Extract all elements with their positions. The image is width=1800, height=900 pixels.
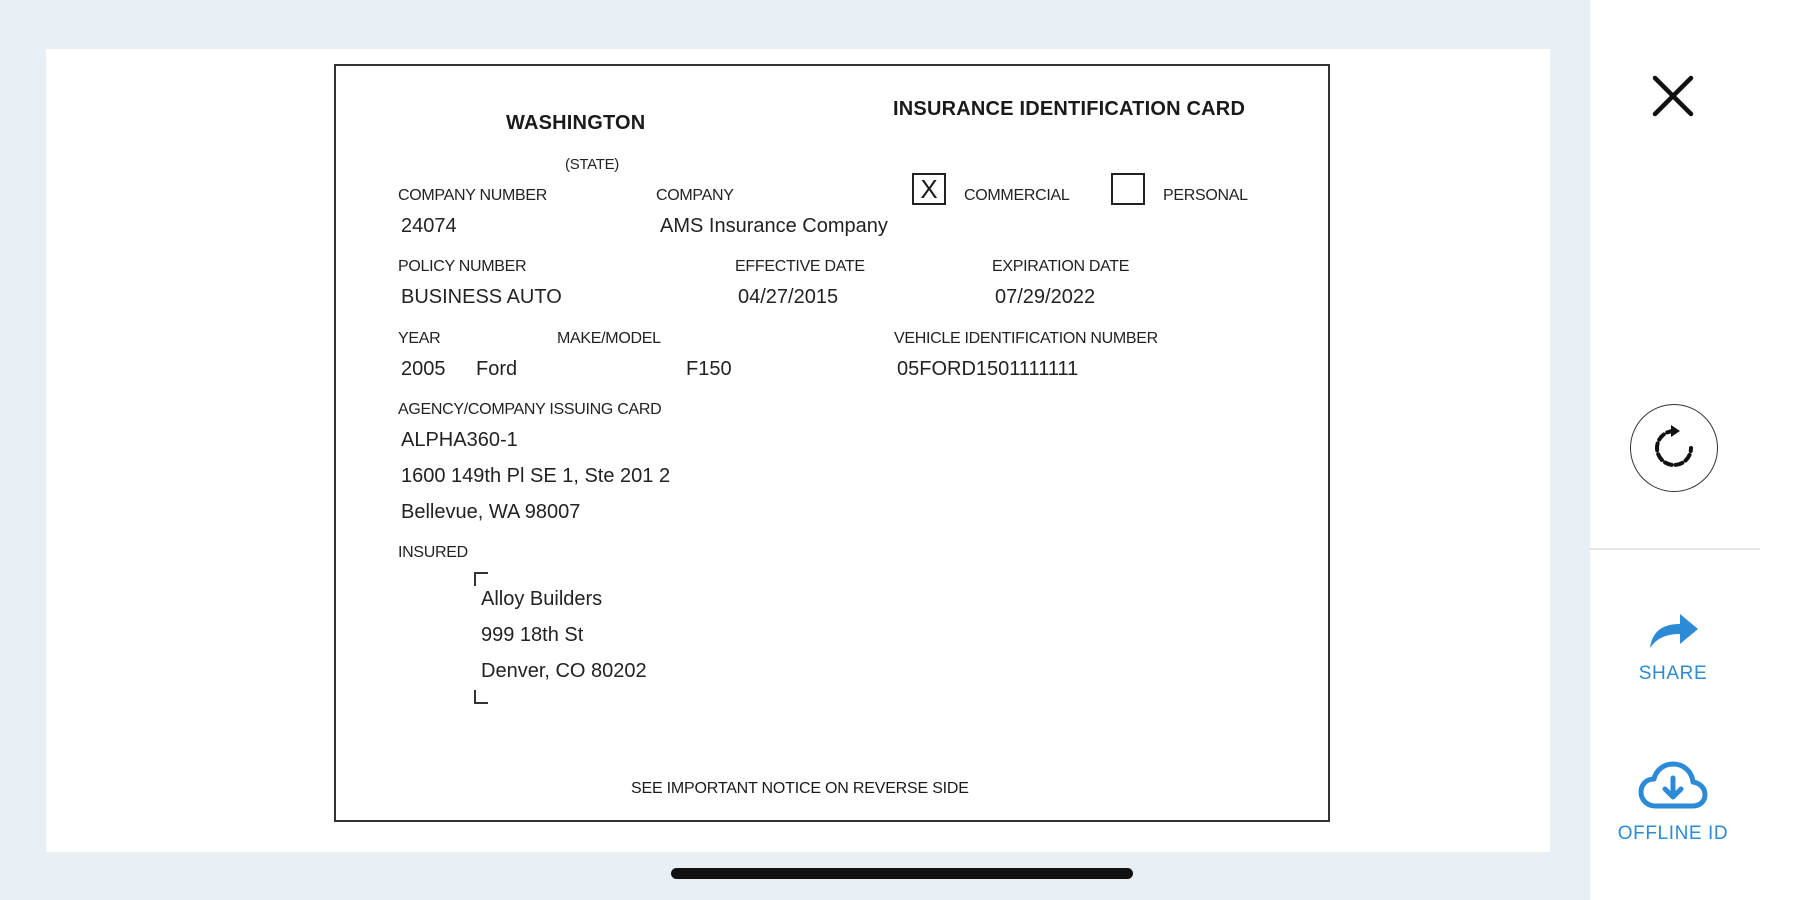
agency-line: Bellevue, WA 98007 [401,501,581,523]
card-title: INSURANCE IDENTIFICATION CARD [893,98,1246,120]
expiration-date-label: EXPIRATION DATE [992,258,1130,275]
commercial-checkbox: X [912,173,946,205]
vin-label: VEHICLE IDENTIFICATION NUMBER [894,330,1158,347]
sidebar-divider [1590,548,1760,550]
policy-number-value: BUSINESS AUTO [401,286,562,308]
year-value: 2005 [401,358,446,380]
commercial-label: COMMERCIAL [964,187,1070,204]
insured-line: Denver, CO 80202 [481,660,647,682]
model-value: F150 [686,358,732,380]
state-name: WASHINGTON [506,112,646,134]
company-number-label: COMPANY NUMBER [398,187,548,204]
make-model-label: MAKE/MODEL [557,330,661,347]
rotate-button[interactable] [1630,404,1718,492]
agency-line: ALPHA360-1 [401,429,518,451]
close-icon [1649,72,1697,120]
policy-number-label: POLICY NUMBER [398,258,527,275]
company-label: COMPANY [656,187,734,204]
insurance-id-card [334,64,1330,822]
share-button[interactable] [1588,608,1758,685]
rotate-icon [1649,423,1699,473]
home-indicator [671,868,1133,879]
make-value: Ford [476,358,518,380]
personal-checkbox [1111,173,1145,205]
year-label: YEAR [398,330,441,347]
address-bracket-top [474,572,488,586]
company-value: AMS Insurance Company [660,215,888,237]
agency-label: AGENCY/COMPANY ISSUING CARD [398,401,662,418]
company-number-value: 24074 [401,215,457,237]
offline-id-label: OFFLINE ID [1617,823,1729,844]
share-arrow-icon [1646,608,1700,652]
expiration-date-value: 07/29/2022 [995,286,1096,308]
personal-label: PERSONAL [1163,187,1248,204]
vin-value: 05FORD1501111111 [897,358,1079,380]
agency-line: 1600 149th Pl SE 1, Ste 201 2 [401,465,671,487]
insured-line: Alloy Builders [481,588,603,610]
reverse-side-notice: SEE IMPORTANT NOTICE ON REVERSE SIDE [631,780,969,797]
effective-date-label: EFFECTIVE DATE [735,258,865,275]
address-bracket-bottom [474,690,488,704]
insured-label: INSURED [398,544,468,561]
state-caption: (STATE) [565,156,620,173]
share-label: SHARE [1638,663,1708,684]
offline-id-button[interactable] [1588,760,1758,845]
close-button[interactable] [1649,72,1697,120]
cloud-download-icon [1638,760,1708,812]
insured-line: 999 18th St [481,624,584,646]
effective-date-value: 04/27/2015 [738,286,839,308]
